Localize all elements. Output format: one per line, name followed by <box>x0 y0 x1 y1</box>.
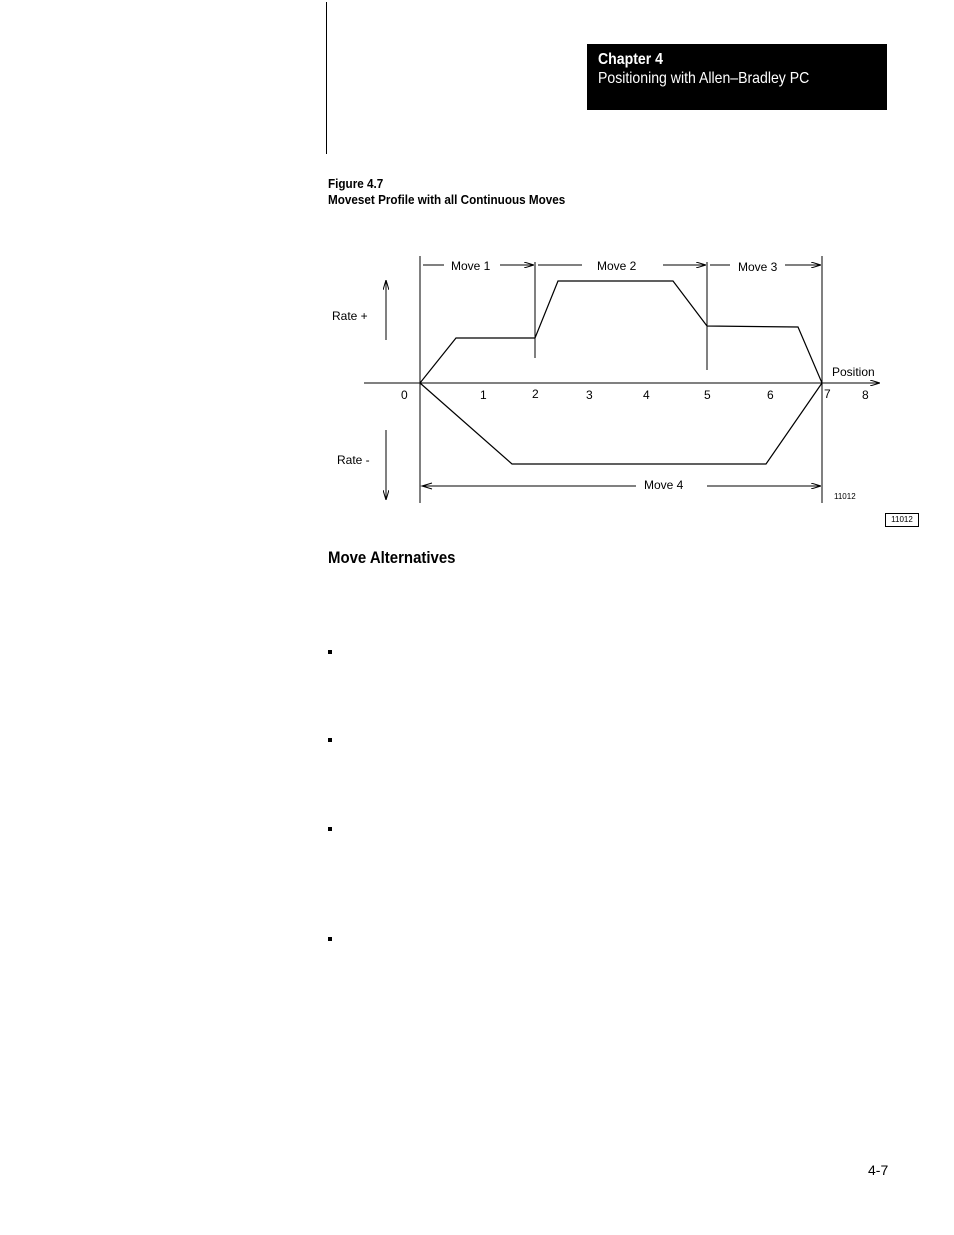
tick-label: 2 <box>532 387 539 401</box>
chapter-label: Chapter 4 <box>598 51 663 68</box>
figure-number: Figure 4.7 <box>328 176 384 191</box>
chapter-title: Positioning with Allen–Bradley PC <box>598 70 810 87</box>
position-label: Position <box>832 365 875 379</box>
rate-plus-label: Rate + <box>332 309 368 323</box>
move2-label: Move 2 <box>597 259 637 273</box>
page-number: 4-7 <box>868 1162 889 1178</box>
tick-label: 5 <box>704 388 711 402</box>
bullet-marker <box>328 827 332 831</box>
move4-label: Move 4 <box>644 478 684 492</box>
rate-minus-label: Rate - <box>337 453 370 467</box>
tick-label: 6 <box>767 388 774 402</box>
move3-label: Move 3 <box>738 260 778 274</box>
moveset-profile-diagram <box>0 0 954 540</box>
figure-title: Moveset Profile with all Continuous Moves <box>328 192 566 207</box>
figure-id-box: 11012 <box>885 513 919 527</box>
move1-label: Move 1 <box>451 259 491 273</box>
tick-label: 7 <box>824 387 831 401</box>
section-heading: Move Alternatives <box>328 548 456 567</box>
image-id-label: 11012 <box>834 492 856 501</box>
tick-label: 1 <box>480 388 487 402</box>
bullet-marker <box>328 738 332 742</box>
tick-label: 3 <box>586 388 593 402</box>
bullet-marker <box>328 650 332 654</box>
tick-label: 8 <box>862 388 869 402</box>
positive-rate-profile <box>420 281 822 383</box>
tick-label: 0 <box>401 388 408 402</box>
tick-label: 4 <box>643 388 650 402</box>
bullet-marker <box>328 937 332 941</box>
